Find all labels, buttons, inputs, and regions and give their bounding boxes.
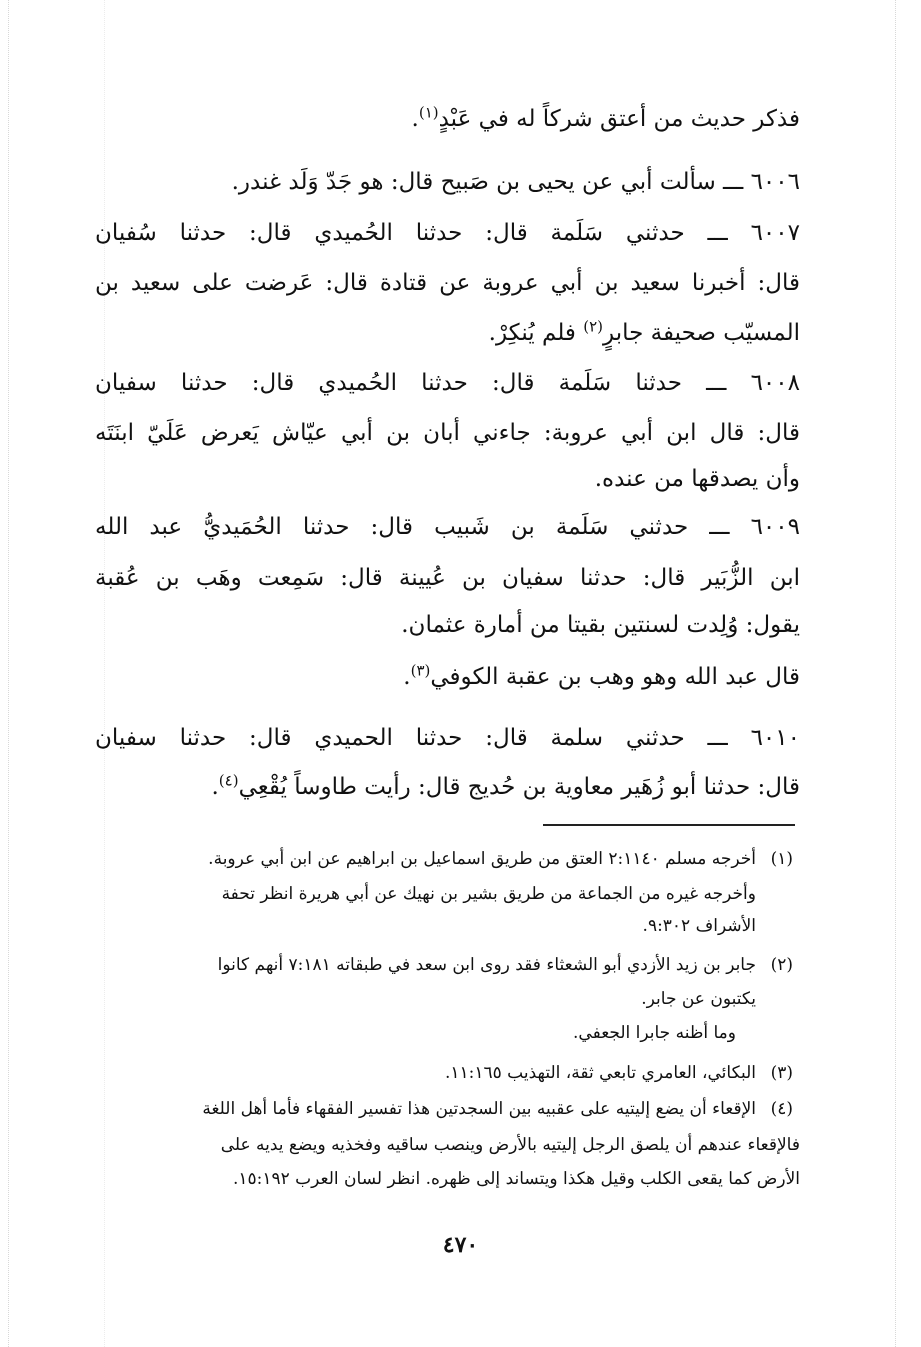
footnote-mark: (١) [770, 849, 793, 869]
main-text-line: قال: حدثنا أبو زُهَير معاوية بن حُديج قال: رأيت طاوساً يُقْعِي$^{(٤)}$. [211, 771, 800, 800]
main-text-line: المسيّب صحيفة جابرٍ$^{(٢)}$ فلم يُنكِرْ. [488, 317, 800, 346]
page-number: ٤٧٠ [442, 1232, 479, 1258]
footnote-line: أخرجه مسلم ٢:١١٤٠ العتق من طريق اسماعيل بن ابراهيم عن ابن أبي عروبة. [208, 849, 756, 869]
footnote-ref: (٣) [410, 661, 431, 680]
footnote-line: فالإقعاء عندهم أن يلصق الرجل إليتيه بالأرض وينصب ساقيه وفخذيه ويضع يديه على [220, 1135, 800, 1155]
hadith-6006: ٦٠٠٦ ـــ سألت أبي عن يحيى بن صَبيح قال: هو جَدّ وَلَد غندر. [231, 169, 800, 195]
hadith-6010: ٦٠١٠ ـــ حدثني سلمة قال: حدثنا الحميدي قال: حدثنا سفيان [95, 725, 800, 751]
footnote-mark: (٣) [770, 1063, 793, 1083]
scan-artifact-line [895, 0, 896, 1347]
footnote-separator [543, 824, 795, 826]
footnote-line: جابر بن زيد الأزدي أبو الشعثاء فقد روى ابن سعد في طبقاته ٧:١٨١ أنهم كانوا [217, 955, 756, 975]
footnote-line: الأشراف ٩:٣٠٢. [642, 916, 756, 936]
hadith-6008: ٦٠٠٨ ـــ حدثنا سَلَمة قال: حدثنا الحُميدي قال: حدثنا سفيان [95, 370, 800, 396]
footnote-ref: (٢) [583, 317, 604, 336]
footnote-line: الإقعاء أن يضع إليتيه على عقبيه بين السجدتين هذا تفسير الفقهاء فأما أهل اللغة [202, 1099, 756, 1119]
main-text-line: ابن الزُّبَير قال: حدثنا سفيان بن عُيينة قال: سَمِعت وهَب بن عُقبة [95, 565, 800, 591]
footnote-mark: (٤) [770, 1099, 793, 1119]
footnote-line: وأخرجه غيره من الجماعة من طريق بشير بن نهيك عن أبي هريرة انظر تحفة [221, 884, 756, 904]
footnote-line: وما أظنه جابرا الجعفي. [573, 1023, 736, 1043]
main-text-line: وأن يصدقها من عنده. [594, 466, 800, 492]
scan-artifact-line [8, 0, 9, 1347]
main-text-line: يقول: وُلِدت لسنتين بقيتا من أمارة عثمان. [401, 612, 800, 638]
footnote-mark: (٢) [770, 955, 793, 975]
footnote-line: الأرض كما يقعى الكلب وقيل هكذا ويتساند إلى ظهره. انظر لسان العرب ١٥:١٩٢. [232, 1169, 800, 1189]
hadith-6007: ٦٠٠٧ ـــ حدثني سَلَمة قال: حدثنا الحُميدي قال: حدثنا سُفيان [95, 220, 800, 246]
footnote-ref: (١) [418, 103, 439, 122]
hadith-6009: ٦٠٠٩ ـــ حدثني سَلَمة بن شَبيب قال: حدثنا الحُمَيديُّ عبد الله [95, 514, 800, 540]
main-text-line: قال: قال ابن أبي عروبة: جاءني أبان بن أبي عيّاش يَعرض عَلَيّ ابنَتَه [95, 420, 800, 446]
main-text-line: قال عبد الله وهو وهب بن عقبة الكوفي$^{(٣)}$. [403, 661, 800, 690]
main-text-line: فذكر حديث من أعتق شركاً له في عَبْدٍ$^{(١)}$. [411, 103, 800, 132]
footnote-line: البكائي، العامري تابعي ثقة، التهذيب ١١:١٦٥. [444, 1063, 756, 1083]
footnote-line: يكتبون عن جابر. [641, 989, 756, 1009]
main-text-line: قال: أخبرنا سعيد بن أبي عروبة عن قتادة قال: عَرضت على سعيد بن [95, 270, 800, 296]
footnote-ref: (٤) [218, 771, 239, 790]
